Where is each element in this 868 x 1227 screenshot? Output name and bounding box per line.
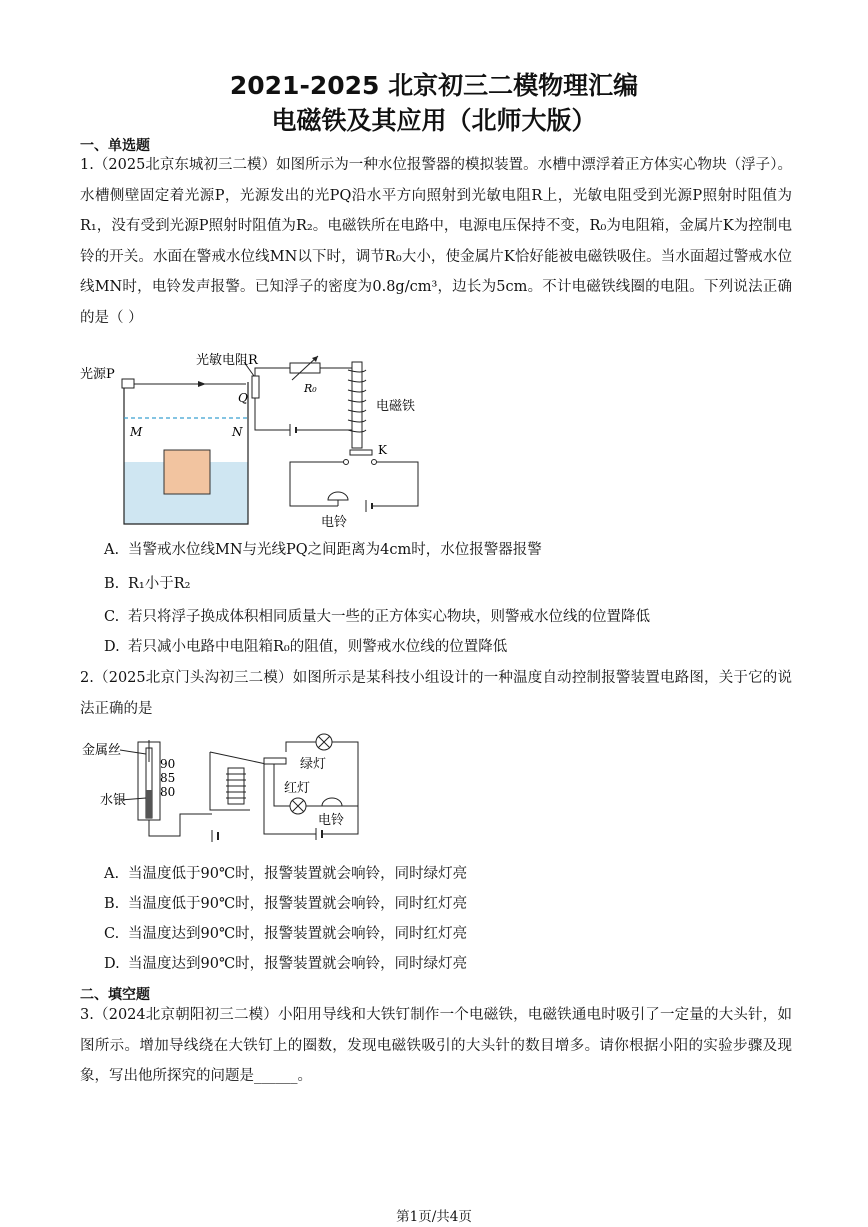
relay-armature xyxy=(210,752,266,764)
q1-option-b-text: R₁小于R₂ xyxy=(128,576,191,592)
label-bell-2: 电铃 xyxy=(318,813,345,828)
question-2-stem: 2.（2025北京门头沟初三二模）如图所示是某科技小组设计的一种温度自动控制报警装置电路图，关于它的说法正确的是 xyxy=(80,670,792,717)
label-m: M xyxy=(130,425,143,439)
electromagnet-core xyxy=(352,362,362,448)
figure-water-level-alarm xyxy=(78,350,438,530)
label-bell: 电铃 xyxy=(321,515,348,530)
label-r0: R₀ xyxy=(304,382,317,395)
ray-arrow xyxy=(198,381,206,387)
bell-icon-2 xyxy=(322,798,342,806)
q2-option-c-text: 当温度达到90℃时，报警装置就会响铃，同时红灯亮 xyxy=(128,926,468,942)
label-green-lamp: 绿灯 xyxy=(300,757,327,772)
label-electromagnet: 电磁铁 xyxy=(376,399,416,414)
contact-right xyxy=(372,460,377,465)
label-light-source: 光源P xyxy=(80,367,115,382)
relay-contact xyxy=(264,758,286,764)
q1-option-c-label: C. xyxy=(104,609,120,625)
bell-icon xyxy=(328,492,348,500)
label-t80: 80 xyxy=(160,785,176,799)
q2-option-b-text: 当温度低于90℃时，报警装置就会响铃，同时红灯亮 xyxy=(128,896,468,912)
green-branch-left xyxy=(286,742,316,752)
label-mercury: 水银 xyxy=(100,793,127,808)
contact-left xyxy=(344,460,349,465)
document-title-line1: 2021-2025 北京初三二模物理汇编 xyxy=(229,71,639,100)
q2-option-d-text: 当温度达到90℃时，报警装置就会响铃，同时绿灯亮 xyxy=(128,956,468,972)
document-title-line2: 电磁铁及其应用（北师大版） xyxy=(271,106,597,135)
label-metal-wire: 金属丝 xyxy=(82,743,122,758)
question-1-stem: 1.（2025北京东城初三二模）如图所示为一种水位报警器的模拟装置。水槽中漂浮着正方体实心物块（浮子）。水槽侧壁固定着光源P，光源发出的光PQ沿水平方向照射到光敏电阻R上，光敏电阻受到光源P照射时阻值为R₁，没有受到光源P照射时阻值为R₂。电磁铁所在电路中，电源电压保持不变，R₀为电阻箱，金属片K为控制电铃的开关。水面在警戒水位线MN以下时，调节R₀大小，使金属片K恰好能被电磁铁吸住。当水面超过警戒水位线MN时，电铃发声报警。已知浮子的密度为0.8g/cm³，边长为5cm。不计电磁铁线圈的电阻。下列说法正确的是（ ） xyxy=(80,157,792,326)
section-heading-fill-blank: 二、填空题 xyxy=(80,987,150,1003)
q1-option-b-label: B. xyxy=(104,576,120,592)
label-k: K xyxy=(378,443,387,457)
q1-option-c-text: 若只将浮子换成体积相同质量大一些的正方体实心物块，则警戒水位线的位置降低 xyxy=(128,609,650,625)
q2-option-b xyxy=(104,894,467,914)
q2-option-d xyxy=(104,954,467,974)
page-footer: 第1页/共4页 xyxy=(396,1209,472,1225)
q2-option-a xyxy=(104,864,467,884)
q2-option-a-label: A. xyxy=(104,866,120,882)
q2-option-c-label: C. xyxy=(104,926,120,942)
photoresistor xyxy=(252,376,259,398)
light-source-box xyxy=(122,379,134,388)
label-photoresistor: 光敏电阻R xyxy=(196,353,258,368)
q1-option-a-text: 当警戒水位线MN与光线PQ之间距离为4cm时，水位报警器报警 xyxy=(128,542,542,558)
q1-option-a xyxy=(104,540,542,560)
label-t85: 85 xyxy=(160,771,176,785)
wire-bottom-left xyxy=(255,398,290,430)
label-red-lamp: 红灯 xyxy=(284,781,311,796)
bell-circuit-right xyxy=(372,462,418,506)
q1-option-a-label: A. xyxy=(104,542,120,558)
q2-option-a-text: 当温度低于90℃时，报警装置就会响铃，同时绿灯亮 xyxy=(128,866,468,882)
right-rail xyxy=(332,742,358,806)
power-circuit-left xyxy=(264,764,316,834)
metal-plate-k xyxy=(350,450,372,455)
q1-option-b xyxy=(104,574,190,594)
q1-option-d xyxy=(104,637,507,657)
figure-temperature-alarm xyxy=(80,732,380,852)
q1-option-d-text: 若只减小电路中电阻箱R₀的阻值，则警戒水位线的位置降低 xyxy=(128,639,508,655)
q2-option-b-label: B. xyxy=(104,896,120,912)
question-3-stem: 3.（2024北京朝阳初三二模）小阳用导线和大铁钉制作一个电磁铁，电磁铁通电时吸引了一定量的大头针，如图所示。增加导线绕在大铁钉上的圈数，发现电磁铁吸引的大头针的数目增多。请你根据小阳的实验步骤及现象，写出他所探究的问题是______。 xyxy=(80,1007,792,1084)
label-q: Q xyxy=(238,391,248,405)
float-block xyxy=(164,450,210,494)
q1-option-c xyxy=(104,607,650,627)
q2-option-c xyxy=(104,924,467,944)
q1-option-d-label: D. xyxy=(104,639,120,655)
section-heading-single-choice: 一、单选题 xyxy=(80,138,150,154)
wire-top-left xyxy=(255,368,290,376)
label-n: N xyxy=(232,425,243,439)
q2-option-d-label: D. xyxy=(104,956,120,972)
mercury-column xyxy=(146,790,152,818)
label-t90: 90 xyxy=(160,757,176,771)
